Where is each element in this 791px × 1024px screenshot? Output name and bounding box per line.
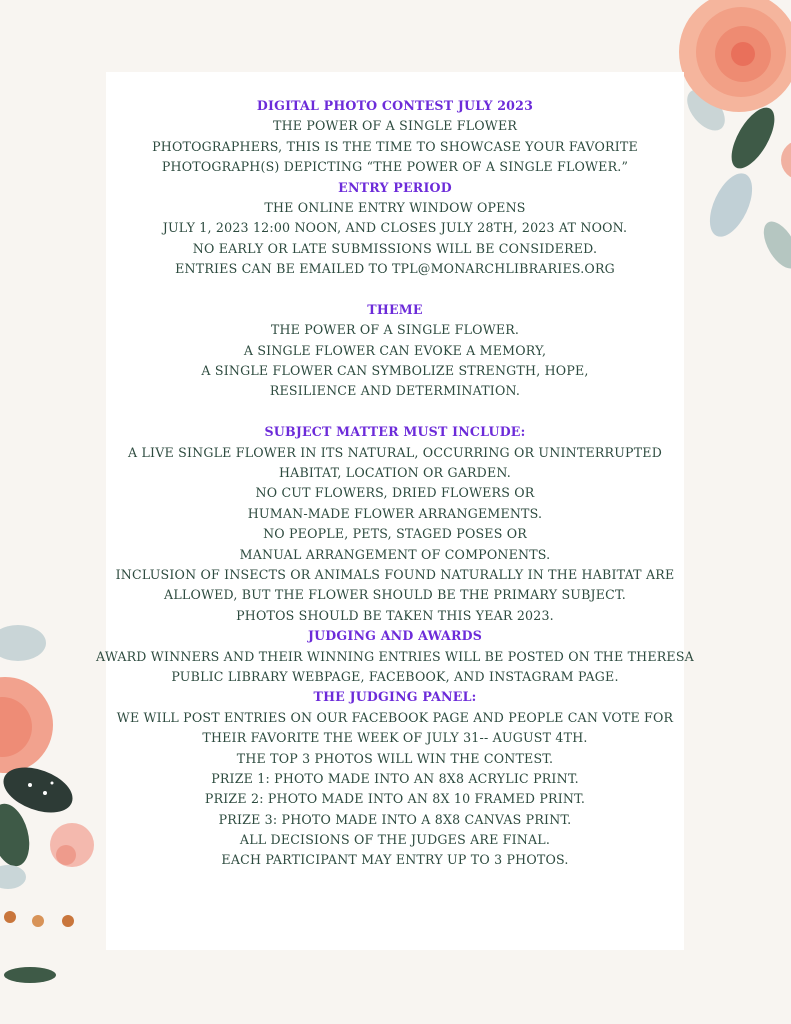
subject-line: HABITAT, LOCATION OR GARDEN. — [279, 465, 511, 481]
entry-period-heading: ENTRY PERIOD — [338, 179, 452, 195]
panel-line: THE TOP 3 PHOTOS WILL WIN THE CONTEST. — [236, 750, 554, 766]
flyer-sheet — [96, 72, 694, 950]
subject-line: HUMAN-MADE FLOWER ARRANGEMENTS. — [247, 505, 543, 521]
judging-line: AWARD WINNERS AND THEIR WINNING ENTRIES WILL BE POSTED ON THE THERESA — [96, 648, 694, 664]
panel-line: WE WILL POST ENTRIES ON OUR FACEBOOK PAGE AND PEOPLE CAN VOTE FOR — [116, 709, 674, 725]
entry-period-line: JULY 1, 2023 12:00 NOON, AND CLOSES JULY 28TH, 2023 AT NOON. — [162, 220, 628, 236]
contest-title: DIGITAL PHOTO CONTEST JULY 2023 — [256, 98, 534, 113]
subject-line: ALLOWED, BUT THE FLOWER SHOULD BE THE PRIMARY SUBJECT. — [164, 587, 626, 603]
prize-line: PRIZE 1: PHOTO MADE INTO AN 8X8 ACRYLIC PRINT. — [211, 770, 579, 786]
flyer-content — [31, 96, 759, 871]
intro-line: THE POWER OF A SINGLE FLOWER — [272, 118, 518, 134]
entry-email-line: ENTRIES CAN BE EMAILED TO TPL@MONARCHLIBRARIES.ORG — [175, 261, 615, 277]
theme-line: A SINGLE FLOWER CAN EVOKE A MEMORY, — [243, 342, 547, 358]
intro-line: PHOTOGRAPHERS, THIS IS THE TIME TO SHOWCASE YOUR FAVORITE — [152, 138, 638, 154]
spacer — [31, 280, 759, 300]
theme-heading: THEME — [367, 301, 423, 317]
judging-panel-heading: THE JUDGING PANEL: — [313, 689, 477, 705]
theme-line: A SINGLE FLOWER CAN SYMBOLIZE STRENGTH, HOPE, — [201, 363, 589, 379]
judging-heading: JUDGING AND AWARDS — [307, 628, 483, 644]
intro-line: PHOTOGRAPH(S) DEPICTING “THE POWER OF A SINGLE FLOWER.” — [161, 159, 629, 175]
prize-line: PRIZE 2: PHOTO MADE INTO AN 8X 10 FRAMED PRINT. — [204, 791, 586, 807]
theme-line: THE POWER OF A SINGLE FLOWER. — [270, 322, 520, 338]
judging-line: PUBLIC LIBRARY WEBPAGE, FACEBOOK, AND INSTAGRAM PAGE. — [171, 668, 619, 684]
subject-line: NO CUT FLOWERS, DRIED FLOWERS OR — [255, 485, 535, 501]
prize-line: PRIZE 3: PHOTO MADE INTO A 8X8 CANVAS PRINT. — [218, 811, 572, 827]
panel-line: EACH PARTICIPANT MAY ENTRY UP TO 3 PHOTOS. — [221, 852, 569, 868]
subject-line: PHOTOS SHOULD BE TAKEN THIS YEAR 2023. — [236, 607, 554, 623]
subject-matter-heading: SUBJECT MATTER MUST INCLUDE: — [264, 424, 526, 440]
panel-line: THEIR FAVORITE THE WEEK OF JULY 31-- AUGUST 4TH. — [202, 730, 588, 746]
spacer — [31, 402, 759, 422]
subject-line: A LIVE SINGLE FLOWER IN ITS NATURAL, OCCURRING OR UNINTERRUPTED — [127, 444, 662, 460]
subject-line: INCLUSION OF INSECTS OR ANIMALS FOUND NATURALLY IN THE HABITAT ARE — [115, 566, 675, 582]
theme-line: RESILIENCE AND DETERMINATION. — [269, 383, 521, 399]
panel-line: ALL DECISIONS OF THE JUDGES ARE FINAL. — [239, 832, 551, 848]
entry-period-line: THE ONLINE ENTRY WINDOW OPENS — [264, 199, 526, 215]
subject-line: MANUAL ARRANGEMENT OF COMPONENTS. — [239, 546, 551, 562]
entry-period-line: NO EARLY OR LATE SUBMISSIONS WILL BE CONSIDERED. — [192, 240, 598, 256]
subject-line: NO PEOPLE, PETS, STAGED POSES OR — [263, 526, 527, 542]
